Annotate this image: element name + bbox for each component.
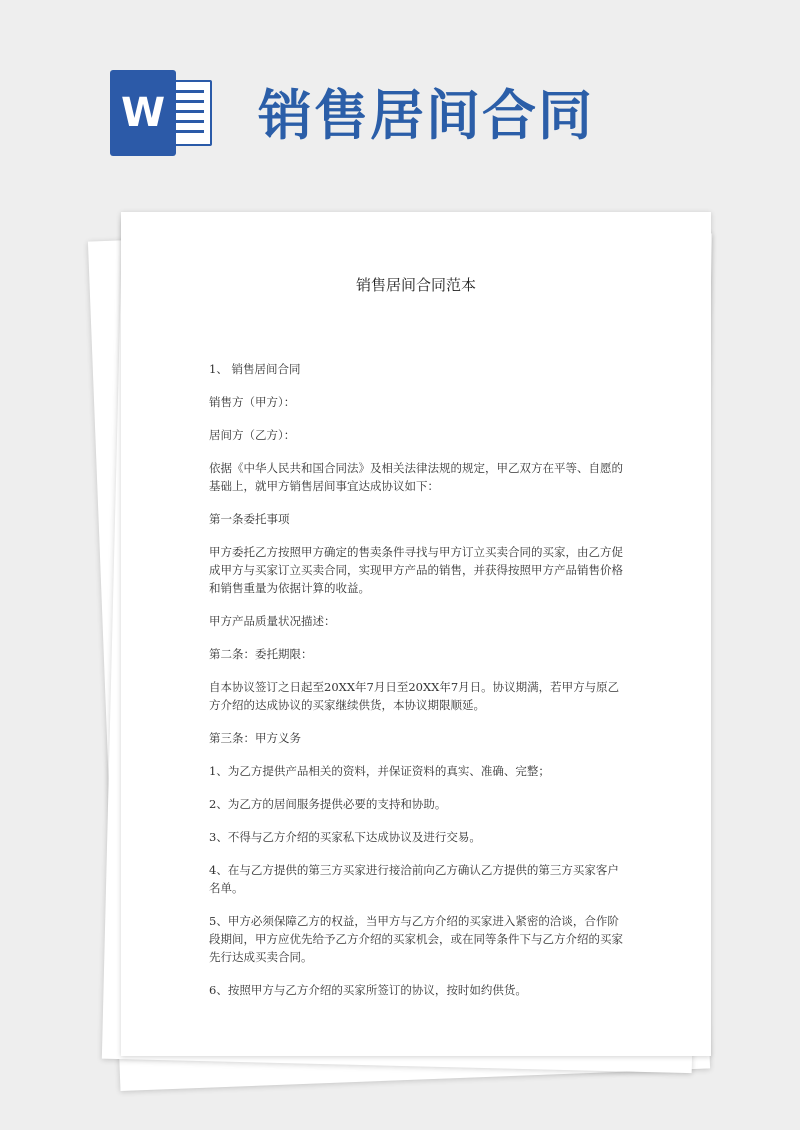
paragraph: 3、不得与乙方介绍的买家私下达成协议及进行交易。 — [209, 830, 481, 844]
document-page — [121, 212, 711, 1056]
paragraph: 居间方（乙方）： — [209, 428, 296, 442]
paragraph: 1、为乙方提供产品相关的资料，并保证资料的真实、准确、完整； — [209, 764, 550, 778]
paragraph: 甲方委托乙方按照甲方确定的售卖条件寻找与甲方订立买卖合同的买家，由乙方促成甲方与买家订立买卖合同，实现甲方产品的销售，并获得按照甲方产品销售价格和销售重量为依据计算的收益。 — [209, 545, 623, 595]
paragraph: 1、 销售居间合同 — [209, 362, 301, 376]
paragraph: 5、甲方必须保障乙方的权益，当甲方与乙方介绍的买家进入紧密的洽谈，合作阶段期间，甲方应优先给予乙方介绍的买家机会，或在同等条件下与乙方介绍的买家先行达成买卖合同。 — [209, 914, 623, 964]
paragraph: 2、为乙方的居间服务提供必要的支持和协助。 — [209, 797, 447, 811]
word-icon-letter: W — [110, 70, 176, 156]
paragraph: 销售方（甲方）： — [209, 395, 296, 409]
paragraph: 依据《中华人民共和国合同法》及相关法律法规的规定，甲乙双方在平等、自愿的基础上，就甲方销售居间事宜达成协议如下： — [209, 461, 623, 493]
paragraph: 自本协议签订之日起至20XX年7月日至20XX年7月日。协议期满，若甲方与原乙方介绍的达成协议的买家继续供货，本协议期限顺延。 — [209, 680, 620, 712]
paragraph: 第一条委托事项 — [209, 512, 290, 526]
paragraph: 第三条：甲方义务 — [209, 731, 301, 745]
paragraph: 甲方产品质量状况描述： — [209, 614, 336, 628]
paragraph: 6、按照甲方与乙方介绍的买家所签订的协议，按时如约供货。 — [209, 983, 527, 997]
paragraph: 4、在与乙方提供的第三方买家进行接洽前向乙方确认乙方提供的第三方买家客户名单。 — [209, 863, 619, 895]
document-title: 销售居间合同范本 — [355, 276, 476, 294]
page-title: 销售居间合同 — [258, 84, 594, 147]
header — [0, 0, 800, 200]
paragraph: 第二条：委托期限： — [209, 647, 313, 661]
document-body — [209, 360, 629, 1014]
